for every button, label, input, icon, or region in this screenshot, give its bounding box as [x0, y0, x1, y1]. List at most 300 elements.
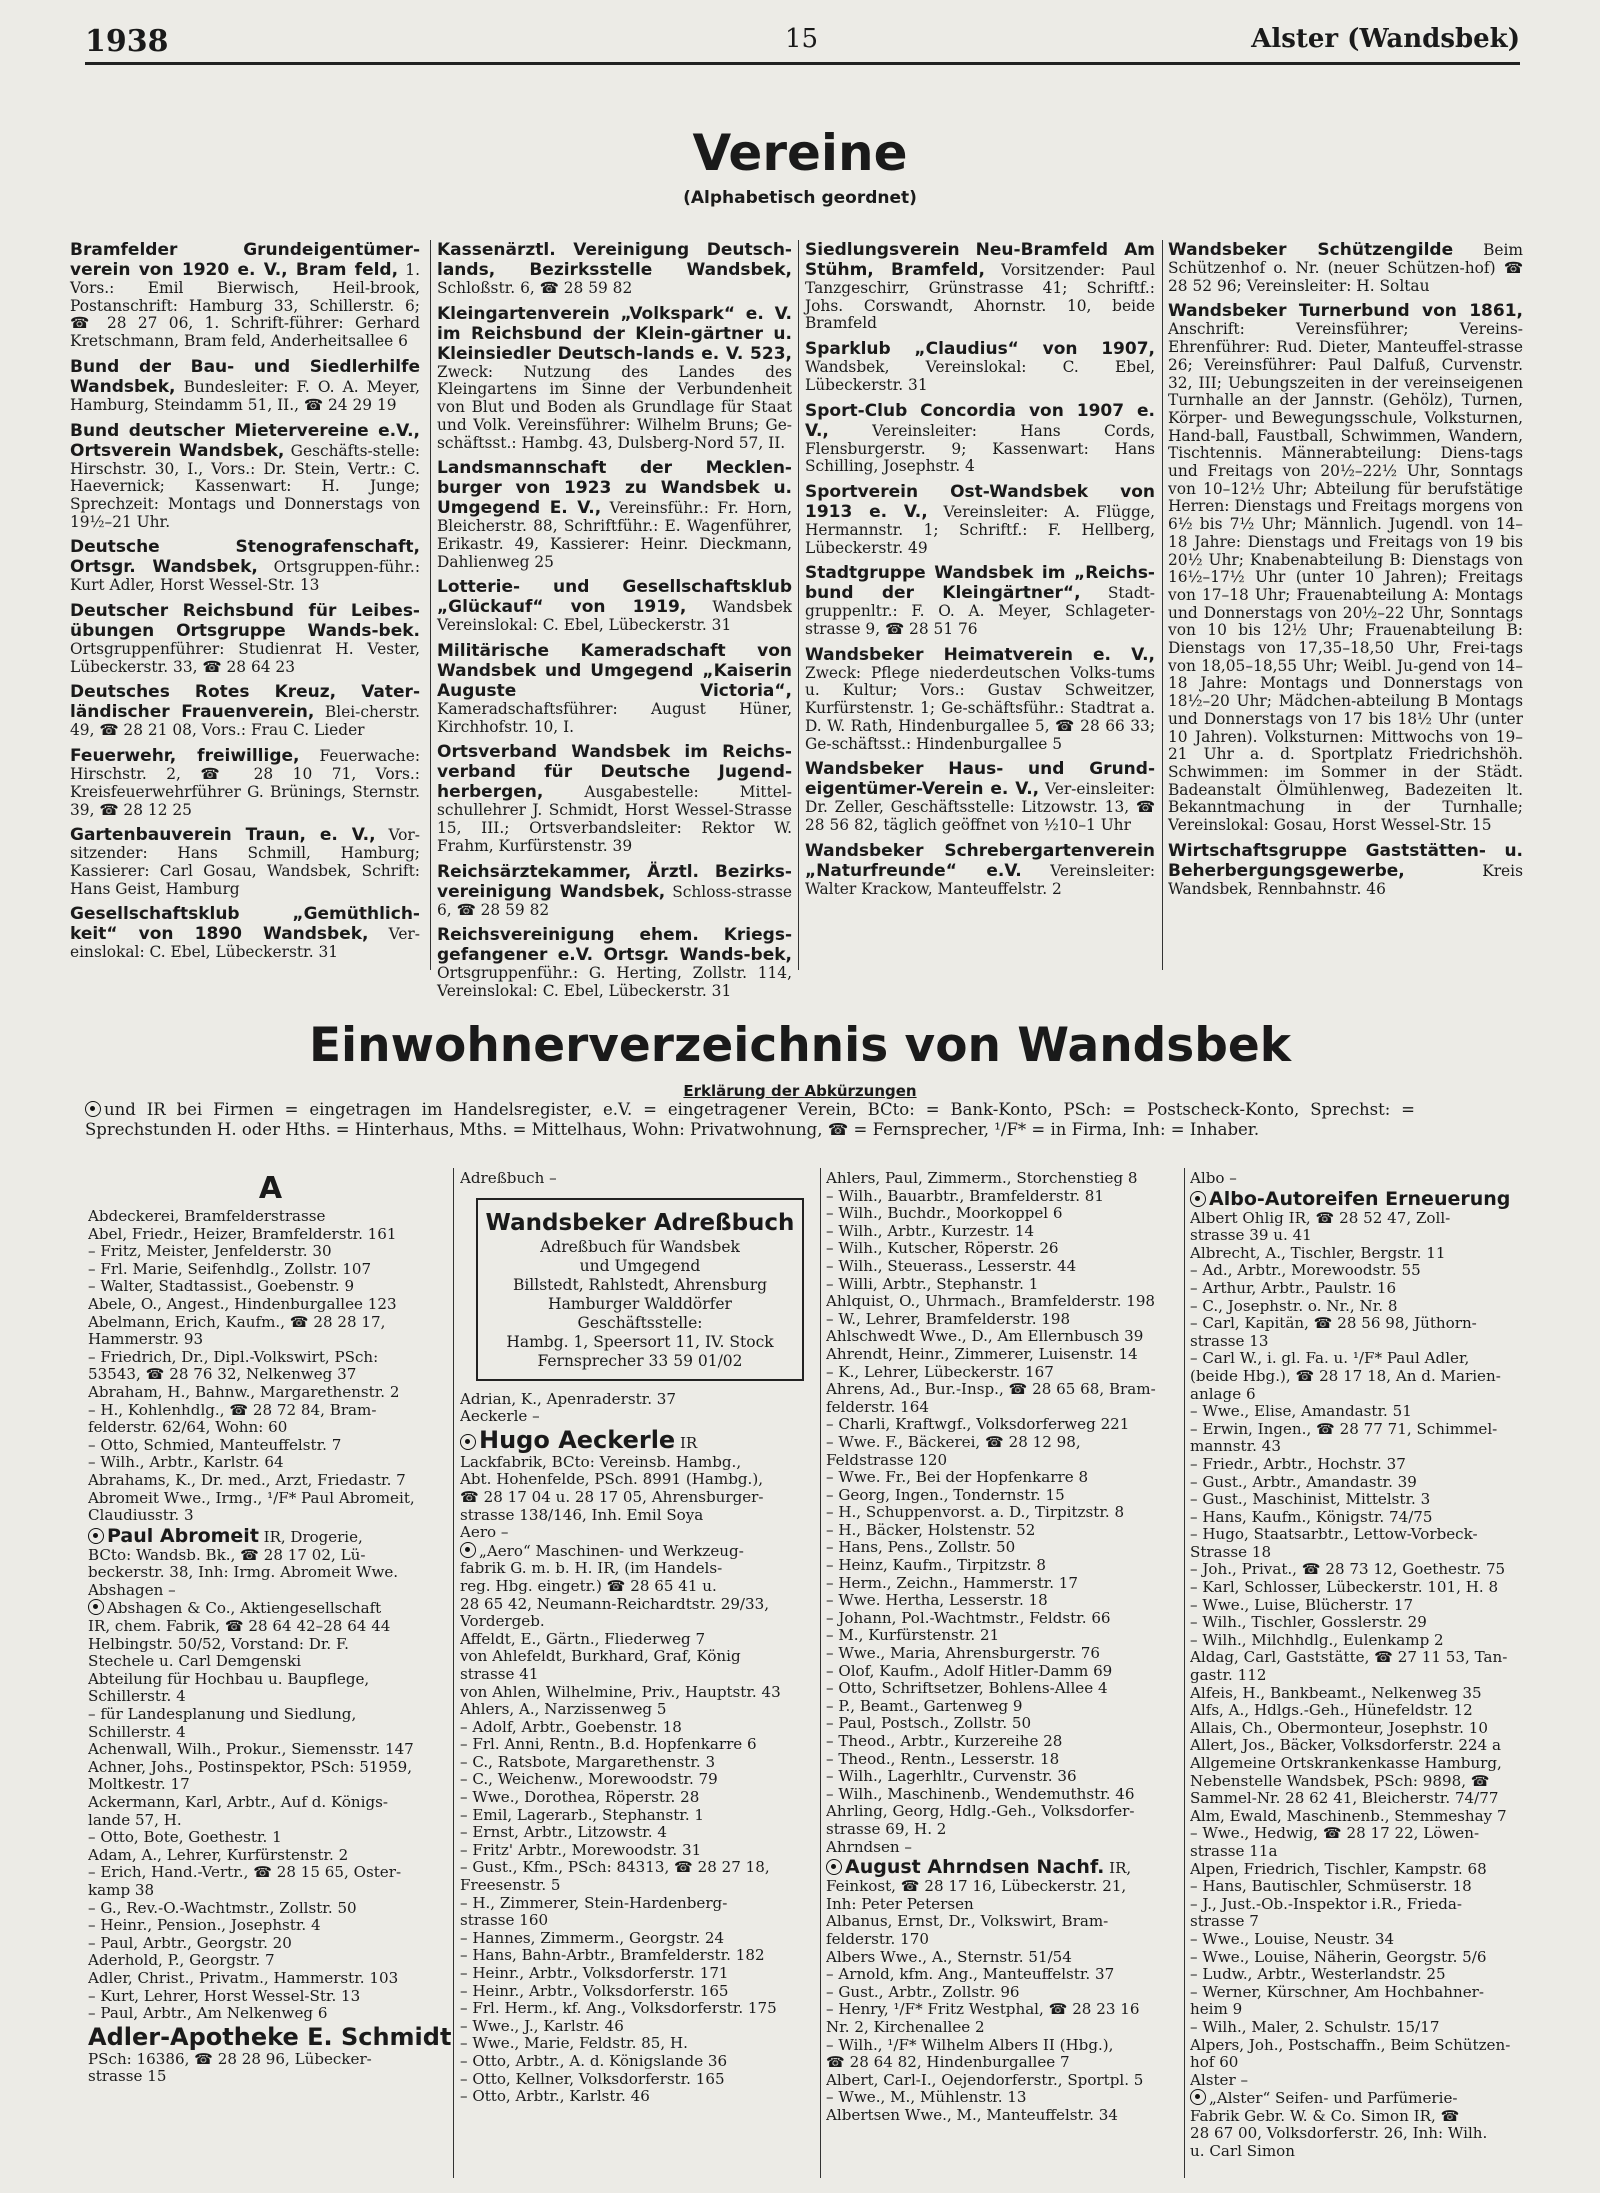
verein-details: Kreis Wandsbek, Rennbahnstr. 46: [1168, 861, 1523, 898]
verein-details: Beim Schützenhof o. Nr. (neuer Schützen-hof) ☎ 28 52 96; Vereinsleiter: H. Soltau: [1168, 241, 1524, 295]
directory-text: strasse 41: [460, 1665, 539, 1683]
verein-entry: [437, 304, 792, 453]
directory-line: [460, 2088, 820, 2106]
directory-line: [88, 2068, 453, 2086]
verein-details: Zweck: Nutzung des Landes des Kleingartens im Sinne der Verbundenheit von Blut und Boden als Grundlage für Staat und Volk. Vereinsführer: Wilhelm Bruns; Ge-schäftsst.: Hambg. 43, Dulsberg-Nord 57, II.: [437, 362, 792, 452]
directory-line: [88, 2005, 453, 2023]
directory-line: [460, 1719, 820, 1737]
directory-text: anlage 6: [1190, 1385, 1256, 1403]
directory-text: Aderhold, P., Georgstr. 7: [88, 1952, 275, 1970]
directory-line: [460, 1454, 820, 1472]
directory-line: [1190, 1298, 1535, 1316]
directory-text: – Wwe. Fr., Bei der Hopfenkarre 8: [826, 1469, 1089, 1487]
directory-text: Abdeckerei, Bramfelderstrasse: [88, 1208, 326, 1225]
directory-text: – Hannes, Zimmerm., Georgstr. 24: [460, 1929, 725, 1947]
verein-details: Ver-einsleiter: Dr. Zeller, Geschäftsstelle: Litzowstr. 13, ☎ 28 56 82, täglich geöffnet von ½10–1 Uhr: [805, 780, 1156, 834]
directory-text: u. Carl Simon: [1190, 2143, 1295, 2161]
verein-entry: [805, 401, 1155, 476]
directory-text: – C., Ratsbote, Margarethenstr. 3: [460, 1753, 716, 1771]
directory-text: Ahrendt, Heinr., Zimmerer, Luisenstr. 14: [826, 1345, 1138, 1363]
ad-line: und Umgegend: [579, 1256, 701, 1275]
abbreviations-legend: [85, 1100, 1415, 1140]
directory-line: [88, 1970, 453, 1988]
directory-text: strasse 11a: [1190, 1842, 1278, 1860]
directory-line: [1190, 2001, 1535, 2019]
directory-text: felderstr. 170: [826, 1930, 929, 1948]
directory-line: [826, 1627, 1184, 1645]
directory-text: – Gust., Kfm., PSch: 84313, ☎ 28 27 18,: [460, 1859, 770, 1877]
firm-entry: [88, 1525, 453, 1547]
directory-text: Abromeit Wwe., Irmg., ¹/F* Paul Abromeit,: [88, 1489, 415, 1507]
directory-line: [826, 1276, 1184, 1294]
verein-entry: [70, 537, 420, 595]
directory-text: kamp 38: [88, 1881, 155, 1899]
directory-text: – Wilh., Kutscher, Röperstr. 26: [826, 1240, 1059, 1258]
directory-text: Freesenstr. 5: [460, 1877, 561, 1895]
directory-line: [1190, 1403, 1535, 1421]
directory-text: – Gust., Arbtr., Zollstr. 96: [826, 1983, 1020, 2001]
verein-name: Kleingartenverein „Volkspark“ e. V. im Reichsbund der Klein-gärtner u. Kleinsiedler Deutsch-lands e. V. 523,: [437, 303, 792, 364]
directory-line: [826, 1293, 1184, 1311]
verein-name: Bramfelder Grundeigentümer-verein von 1920 e. V., Bram feld,: [70, 240, 420, 280]
directory-text: IR, chem. Fabrik, ☎ 28 64 42–28 64 44: [88, 1618, 391, 1636]
directory-line: [88, 1564, 453, 1582]
registered-circle-icon: [1190, 2089, 1206, 2105]
directory-text: strasse 7: [1190, 1913, 1259, 1931]
directory-line: [460, 1391, 820, 1409]
ad-line: Hambg. 1, Speersort 11, IV. Stock: [506, 1332, 774, 1351]
directory-text: Schillerstr. 4: [88, 1688, 186, 1706]
directory-column-3: [826, 1170, 1184, 2180]
column-divider: [453, 1168, 454, 2178]
directory-text: – Wwe., Elise, Amandastr. 51: [1190, 1403, 1412, 1421]
directory-text: – Frl. Anni, Rentn., B.d. Hopfenkarre 6: [460, 1736, 757, 1754]
directory-line: [826, 1223, 1184, 1241]
directory-line: [1190, 1984, 1535, 2002]
directory-line: [88, 1812, 453, 1830]
directory-line: [460, 1754, 820, 1772]
directory-line: [460, 1596, 820, 1614]
directory-text: Hugo Aeckerle: [479, 1425, 676, 1454]
directory-line: [826, 1645, 1184, 1663]
verein-details: Ausgabestelle: Mittel-schullehrer J. Schmidt, Horst Wessel-Strasse 15, III.; Ortsverbandsleiter: Rektor W. Frahm, Kurfürstenstr. 39: [437, 783, 792, 855]
verein-entry: [805, 759, 1155, 834]
directory-text: – Theod., Arbtr., Kurzereihe 28: [826, 1733, 1063, 1750]
directory-line: [826, 1768, 1184, 1786]
directory-text: – Wilh., Arbtr., Kurzestr. 14: [826, 1222, 1035, 1240]
directory-line: [826, 1416, 1184, 1434]
directory-text: „Aero“ Maschinen- und Werkzeug-: [479, 1541, 744, 1560]
directory-text: hof 60: [1190, 2054, 1239, 2072]
directory-text: – Ernst, Arbtr., Litzowstr. 4: [460, 1824, 667, 1842]
verein-name: Ortsverband Wandsbek im Reichs-verband für Deutsche Jugend-herbergen,: [437, 742, 792, 803]
directory-text: Moltkestr. 17: [88, 1776, 190, 1794]
directory-line: [826, 1240, 1184, 1258]
column-divider: [798, 240, 799, 970]
vereine-column-3: [805, 240, 1155, 904]
directory-line: [826, 1170, 1184, 1188]
directory-line: [826, 1346, 1184, 1364]
directory-line: [460, 1965, 820, 1983]
directory-line: [1190, 1878, 1535, 1896]
directory-text: Albo-Autoreifen Erneuerung: [1209, 1187, 1511, 1210]
directory-line: [826, 1821, 1184, 1839]
directory-text: – Heinz, Kaufm., Tirpitzstr. 8: [826, 1557, 1047, 1575]
directory-text: Inh: Peter Petersen: [826, 1895, 974, 1913]
directory-text: – W., Lehrer, Bramfelderstr. 198: [826, 1310, 1071, 1328]
directory-text: Alfs, A., Hdlgs.-Geh., Hünefeldstr. 12: [1190, 1702, 1473, 1720]
directory-text: – Heinr., Pension., Josephstr. 4: [88, 1917, 321, 1935]
directory-line: [1190, 1808, 1535, 1826]
vereine-column-1: [70, 240, 420, 968]
registered-circle-icon: [460, 1434, 476, 1450]
directory-text: – Paul, Arbtr., Am Nelkenweg 6: [88, 2005, 328, 2023]
directory-line: [88, 1402, 453, 1420]
directory-line: [1190, 1685, 1535, 1703]
verein-details: Vereinsleiter: Walter Krackow, Manteuffelstr. 2: [805, 861, 1156, 898]
directory-text: – Werner, Kürschner, Am Hochbahner-: [1190, 1983, 1484, 2001]
verein-entry: [805, 645, 1155, 754]
verein-details: Ortsgruppenführer: Studienrat H. Vester, Lübeckerstr. 33, ☎ 28 64 23: [70, 640, 420, 676]
directory-line: [826, 1399, 1184, 1417]
directory-line: [460, 1631, 820, 1649]
verein-details: Schloßstr. 6, ☎ 28 59 82: [437, 279, 633, 297]
directory-line: [826, 1984, 1184, 2002]
verein-details: Zweck: Pflege niederdeutschen Volks-tums u. Kultur; Vors.: Gustav Schweitzer, Kurfürstenstr. 1; Ge-schäftsführ.: Stadtrat a. D. W. Rath, Hindenburgallee 5, ☎ 28 66 33; Ge-schäftsst.: Hindenburgallee 5: [805, 663, 1155, 753]
directory-text: – Carl W., i. gl. Fa. u. ¹/F* Paul Adler,: [1190, 1350, 1470, 1368]
directory-text: 28 65 42, Neumann-Reichardtstr. 29/33,: [460, 1595, 770, 1613]
directory-text: Abrahams, K., Dr. med., Arzt, Friedastr. 7: [88, 1471, 406, 1489]
directory-line: [88, 1507, 453, 1525]
letter-heading: [88, 1170, 453, 1208]
verein-entry: [805, 339, 1155, 394]
directory-line: [826, 1575, 1184, 1593]
directory-text: – Wwe. Hertha, Lesserstr. 18: [826, 1592, 1048, 1610]
verein-name: Wandsbeker Schützengilde: [1168, 240, 1454, 260]
directory-line: [1190, 1262, 1535, 1280]
verein-entry: [437, 925, 792, 1000]
directory-line: [826, 1786, 1184, 1804]
verein-name: Bund der Bau- und Siedlerhilfe Wandsbek,: [70, 356, 420, 397]
directory-line: [1190, 2125, 1535, 2143]
directory-text: ☎ 28 64 82, Hindenburgallee 7: [826, 2054, 1070, 2072]
directory-text: felderstr. 164: [826, 1398, 929, 1416]
page-header: [85, 20, 1520, 65]
directory-line: [826, 1803, 1184, 1821]
directory-line: [88, 1208, 453, 1226]
directory-text: – K., Lehrer, Lübeckerstr. 167: [826, 1363, 1054, 1381]
verein-name: Feuerwehr, freiwillige,: [70, 746, 300, 767]
directory-text: – Hans, Bautischler, Schmüserstr. 18: [1190, 1878, 1472, 1896]
directory-line: [1190, 1773, 1535, 1791]
directory-line: [460, 1489, 820, 1507]
directory-text: fabrik G. m. b. H. IR, (im Handels-: [460, 1560, 723, 1578]
firm-entry: [1190, 1188, 1535, 1210]
directory-line: [826, 1504, 1184, 1522]
header-page-number: 15: [785, 24, 819, 54]
directory-text: Abteilung für Hochbau u. Baupflege,: [88, 1670, 370, 1688]
verein-name: Deutsche Stenografenschaft, Ortsgr. Wandsbek,: [70, 537, 420, 578]
directory-line: [460, 1789, 820, 1807]
einwohner-title: Einwohnerverzeichnis von Wandsbek: [308, 1018, 1292, 1073]
directory-text: – Heinr., Arbtr., Volksdorferstr. 171: [460, 1965, 729, 1982]
verein-name: Wandsbeker Schrebergartenverein „Naturfreunde“ e.V.: [805, 840, 1155, 881]
directory-line: [88, 1847, 453, 1865]
directory-line: [460, 1648, 820, 1666]
directory-line: [826, 2107, 1184, 2125]
directory-line: [826, 1751, 1184, 1769]
directory-text: strasse 138/146, Inh. Emil Soya: [460, 1506, 704, 1524]
directory-line: [460, 1736, 820, 1754]
directory-line: [460, 1542, 820, 1561]
registered-circle-icon: [88, 1599, 104, 1615]
directory-line: [88, 1671, 453, 1689]
directory-line: [826, 1434, 1184, 1452]
directory-text: Ahrens, Ad., Bur.-Insp., ☎ 28 65 68, Bram-: [826, 1381, 1156, 1399]
vereine-column-4: [1168, 240, 1523, 905]
directory-line: [88, 1599, 453, 1618]
directory-line: [88, 1900, 453, 1918]
directory-text: – Otto, Arbtr., Karlstr. 46: [460, 2088, 650, 2106]
directory-line: [826, 1205, 1184, 1223]
firm-entry: [460, 1426, 820, 1454]
verein-entry: [1168, 240, 1523, 295]
directory-text: – Gust., Arbtr., Amandastr. 39: [1190, 1473, 1417, 1491]
directory-text: Ackermann, Karl, Arbtr., Auf d. Königs-: [88, 1794, 388, 1811]
directory-text: – Gust., Maschinist, Mittelstr. 3: [1190, 1491, 1431, 1509]
directory-line: [826, 2037, 1184, 2055]
directory-text: – Wwe., Marie, Feldstr. 85, H.: [460, 2035, 688, 2053]
directory-line: [88, 1688, 453, 1706]
verein-name: Wandsbeker Heimatverein e. V.,: [805, 644, 1155, 665]
directory-line: [1190, 1315, 1535, 1333]
directory-text: – Wwe., Louise, Neustr. 34: [1190, 1930, 1395, 1948]
directory-line: [460, 2053, 820, 2071]
directory-text: – Erich, Hand.-Vertr., ☎ 28 15 65, Oster-: [88, 1864, 402, 1882]
directory-text: Aeckerle –: [460, 1408, 540, 1426]
directory-line: [1190, 1667, 1535, 1685]
directory-text: 53543, ☎ 28 76 32, Nelkenweg 37: [88, 1366, 357, 1384]
directory-line: [826, 1698, 1184, 1716]
verein-entry: [805, 482, 1155, 557]
directory-text: Abshagen & Co., Aktiengesellschaft: [107, 1599, 382, 1618]
directory-text: – Carl, Kapitän, ☎ 28 56 98, Jüthorn-: [1190, 1315, 1477, 1333]
directory-text: mannstr. 43: [1190, 1438, 1281, 1456]
column-divider: [430, 240, 431, 970]
verein-details: Vorsitzender: Paul Tanzgeschirr, Grünstrasse 41; Schriftf.: Johs. Corswandt, Ahornstr. 10, beide Bramfeld: [805, 261, 1155, 333]
directory-text: – Charli, Kraftwgf., Volksdorferweg 221: [826, 1416, 1130, 1434]
directory-line: [1190, 1333, 1535, 1351]
directory-text: Ahlquist, O., Uhrmach., Bramfelderstr. 198: [826, 1293, 1156, 1311]
directory-line: [1190, 1227, 1535, 1245]
directory-line: [1190, 1597, 1535, 1615]
directory-line: [826, 1931, 1184, 1949]
directory-line: [1190, 1421, 1535, 1439]
verein-entry: [437, 641, 792, 736]
directory-line: [1190, 1913, 1535, 1931]
directory-line: [88, 1243, 453, 1261]
directory-line: [88, 1653, 453, 1671]
directory-line: [88, 1882, 453, 1900]
directory-text: – Wwe. F., Bäckerei, ☎ 28 12 98,: [826, 1433, 1081, 1451]
directory-text: Abraham, H., Bahnw., Margarethenstr. 2: [88, 1383, 400, 1401]
directory-text: – Wilh., Bauarbtr., Bramfelderstr. 81: [826, 1187, 1105, 1205]
directory-text: Allais, Ch., Obermonteur, Josephstr. 10: [1190, 1719, 1488, 1737]
directory-text: – Otto, Kellner, Volksdorferstr. 165: [460, 2070, 725, 2088]
directory-text: strasse 39 u. 41: [1190, 1227, 1312, 1245]
directory-text: – Wwe., M., Mühlenstr. 13: [826, 2089, 1027, 2107]
column-divider: [1162, 240, 1163, 970]
directory-line: [1190, 1931, 1535, 1949]
directory-line: [88, 1706, 453, 1724]
directory-line: [460, 1471, 820, 1489]
directory-text: Abshagen –: [88, 1581, 176, 1599]
directory-text: Albert, Carl-I., Oejendorferstr., Sportpl. 5: [826, 2071, 1144, 2089]
verein-name: Siedlungsverein Neu-Bramfeld Am Stühm, Bramfeld,: [805, 240, 1155, 280]
verein-entry: [805, 841, 1155, 899]
directory-text: – Fritz, Meister, Jenfelderstr. 30: [88, 1243, 332, 1261]
directory-line: [88, 1314, 453, 1332]
directory-line: [826, 1610, 1184, 1628]
directory-text: August Ahrndsen Nachf.: [845, 1856, 1105, 1879]
directory-line: [826, 2072, 1184, 2090]
ad-line: Hamburger Walddörfer: [548, 1294, 732, 1313]
directory-line: [88, 1618, 453, 1636]
directory-text: – Johann, Pol.-Wachtmstr., Feldstr. 66: [826, 1609, 1111, 1627]
directory-line: [88, 1917, 453, 1935]
verein-details: Ortsgruppen-führ.: Kurt Adler, Horst Wessel-Str. 13: [70, 558, 421, 595]
directory-text: Albert Ohlig IR, ☎ 28 52 47, Zoll-: [1190, 1209, 1451, 1227]
directory-line: [1190, 1509, 1535, 1527]
verein-name: Deutscher Reichsbund für Leibes-übungen Ortsgruppe Wands-bek.: [70, 601, 420, 642]
directory-line: [1190, 1737, 1535, 1755]
directory-line: [460, 2071, 820, 2089]
verein-details: Wandsbek Vereinslokal: C. Ebel, Lübeckerstr. 31: [437, 598, 793, 635]
directory-line: [460, 1408, 820, 1426]
directory-text: – Fritz' Arbtr., Morewoodstr. 31: [460, 1841, 702, 1859]
directory-text: Adler, Christ., Privatm., Hammerstr. 103: [88, 1969, 399, 1987]
directory-line: [88, 1935, 453, 1953]
verein-name: Sparklub „Claudius“ von 1907,: [805, 339, 1155, 360]
directory-text: – Adolf, Arbtr., Goebenstr. 18: [460, 1718, 682, 1736]
vereine-title: Vereine: [692, 124, 908, 182]
vereine-subtitle: (Alphabetisch geordnet): [683, 188, 917, 208]
directory-text: – Wilh., Milchhdlg., Eulenkamp 2: [1190, 1631, 1444, 1649]
directory-text: Claudiusstr. 3: [88, 1507, 194, 1525]
directory-text: Allgemeine Ortskrankenkasse Hamburg,: [1190, 1755, 1502, 1772]
directory-text: – Friedr., Arbtr., Hochstr. 37: [1190, 1455, 1406, 1473]
directory-text: – Frl. Marie, Seifenhdlg., Zollstr. 107: [88, 1260, 372, 1278]
verein-name: Bund deutscher Mietervereine e.V., Ortsverein Wandsbek,: [70, 420, 420, 461]
directory-line: [826, 1328, 1184, 1346]
directory-text: Alpen, Friedrich, Tischler, Kampstr. 68: [1190, 1860, 1487, 1878]
directory-line: [826, 1381, 1184, 1399]
verein-name: Gartenbauverein Traun, e. V.,: [70, 825, 376, 846]
directory-text: gastr. 112: [1190, 1667, 1267, 1685]
directory-line: [88, 1278, 453, 1296]
directory-line: [826, 1592, 1184, 1610]
directory-text: – Wwe., Luise, Blücherstr. 17: [1190, 1596, 1414, 1614]
directory-text: – G., Rev.-O.-Wachtmstr., Zollstr. 50: [88, 1899, 357, 1917]
directory-text: A: [258, 1171, 283, 1206]
directory-line: [460, 1947, 820, 1965]
directory-text: – Hugo, Staatsarbtr., Lettow-Vorbeck-: [1190, 1526, 1478, 1544]
directory-line: [1190, 2143, 1535, 2161]
directory-text: Achner, Johs., Postinspektor, PSch: 51959,: [88, 1758, 413, 1776]
verein-details: Vereinsleiter: A. Flügge, Hermannstr. 1; Schriftf.: F. Hellberg, Lübeckerstr. 49: [805, 502, 1155, 557]
directory-line: [88, 1366, 453, 1384]
directory-line: [1190, 1579, 1535, 1597]
directory-line: [460, 1877, 820, 1895]
directory-line: [1190, 1614, 1535, 1632]
directory-text: felderstr. 62/64, Wohn: 60: [88, 1419, 288, 1437]
registered-circle-icon: [1190, 1191, 1206, 1207]
directory-line: [1190, 1649, 1535, 1667]
directory-line: [1190, 1896, 1535, 1914]
directory-text: Ahrndsen –: [826, 1838, 912, 1856]
ad-line: Geschäftsstelle:: [577, 1313, 703, 1332]
directory-text: Affeldt, E., Gärtn., Fliederweg 7: [460, 1630, 706, 1648]
advertisement-box: [476, 1198, 804, 1381]
directory-line: [1190, 1843, 1535, 1861]
directory-text: – Erwin, Ingen., ☎ 28 77 71, Schimmel-: [1190, 1420, 1498, 1438]
directory-line: [460, 1507, 820, 1525]
directory-column-2: [460, 1170, 820, 2180]
directory-line: [88, 1490, 453, 1508]
directory-line: [826, 1715, 1184, 1733]
directory-line: [1190, 1720, 1535, 1738]
directory-line: [88, 1724, 453, 1742]
verein-entry: [437, 240, 792, 298]
directory-text: – Wilh., Lagerhltr., Curvenstr. 36: [826, 1768, 1077, 1786]
directory-line: [1190, 1245, 1535, 1263]
directory-line: [1190, 1790, 1535, 1808]
directory-line: [88, 1636, 453, 1654]
registered-circle-icon: [88, 1528, 104, 1544]
directory-text: strasse 69, H. 2: [826, 1820, 947, 1838]
directory-line: [460, 1684, 820, 1702]
directory-text: Fabrik Gebr. W. & Co. Simon IR, ☎: [1190, 2107, 1460, 2125]
directory-text: Alfeis, H., Bankbeamt., Nelkenweg 35: [1190, 1684, 1482, 1702]
directory-line: [88, 1794, 453, 1812]
header-year: 1938: [85, 24, 169, 59]
directory-text: Ahlers, Paul, Zimmerm., Storchenstieg 8: [826, 1170, 1138, 1187]
directory-text: Ahlers, A., Narzissenweg 5: [460, 1701, 667, 1719]
directory-text: Adrian, K., Apenraderstr. 37: [460, 1390, 676, 1408]
directory-text: – Otto, Schmied, Manteuffelstr. 7: [88, 1436, 342, 1454]
directory-text: Paul Abromeit: [107, 1524, 259, 1547]
directory-text: – Otto, Arbtr., A. d. Königslande 36: [460, 2052, 728, 2070]
directory-line: [1190, 1170, 1535, 1188]
directory-text: – Otto, Bote, Goethestr. 1: [88, 1829, 282, 1847]
directory-text: Alpers, Joh., Postschaffn., Beim Schützen-: [1190, 2036, 1511, 2054]
directory-text: Feinkost, ☎ 28 17 16, Lübeckerstr. 21,: [826, 1878, 1127, 1896]
directory-text: – Willi, Arbtr., Stephanstr. 1: [826, 1275, 1039, 1293]
directory-line: [460, 1771, 820, 1789]
directory-line: [460, 1912, 820, 1930]
verein-name: Reichsärztekammer, Ärztl. Bezirks-vereinigung Wandsbek,: [437, 861, 792, 902]
column-head: Adreßbuch –: [460, 1170, 557, 1187]
registered-circle-icon: [460, 1542, 476, 1558]
directory-text: – Theod., Rentn., Lesserstr. 18: [826, 1750, 1060, 1768]
directory-text: Stechele u. Carl Demgenski: [88, 1653, 302, 1671]
directory-line: [826, 1680, 1184, 1698]
directory-line: [460, 1824, 820, 1842]
verein-entry: [70, 357, 420, 415]
directory-line: [1190, 1438, 1535, 1456]
directory-text: – C., Weichenw., Morewoodstr. 79: [460, 1771, 718, 1789]
verein-entry: [70, 904, 420, 962]
